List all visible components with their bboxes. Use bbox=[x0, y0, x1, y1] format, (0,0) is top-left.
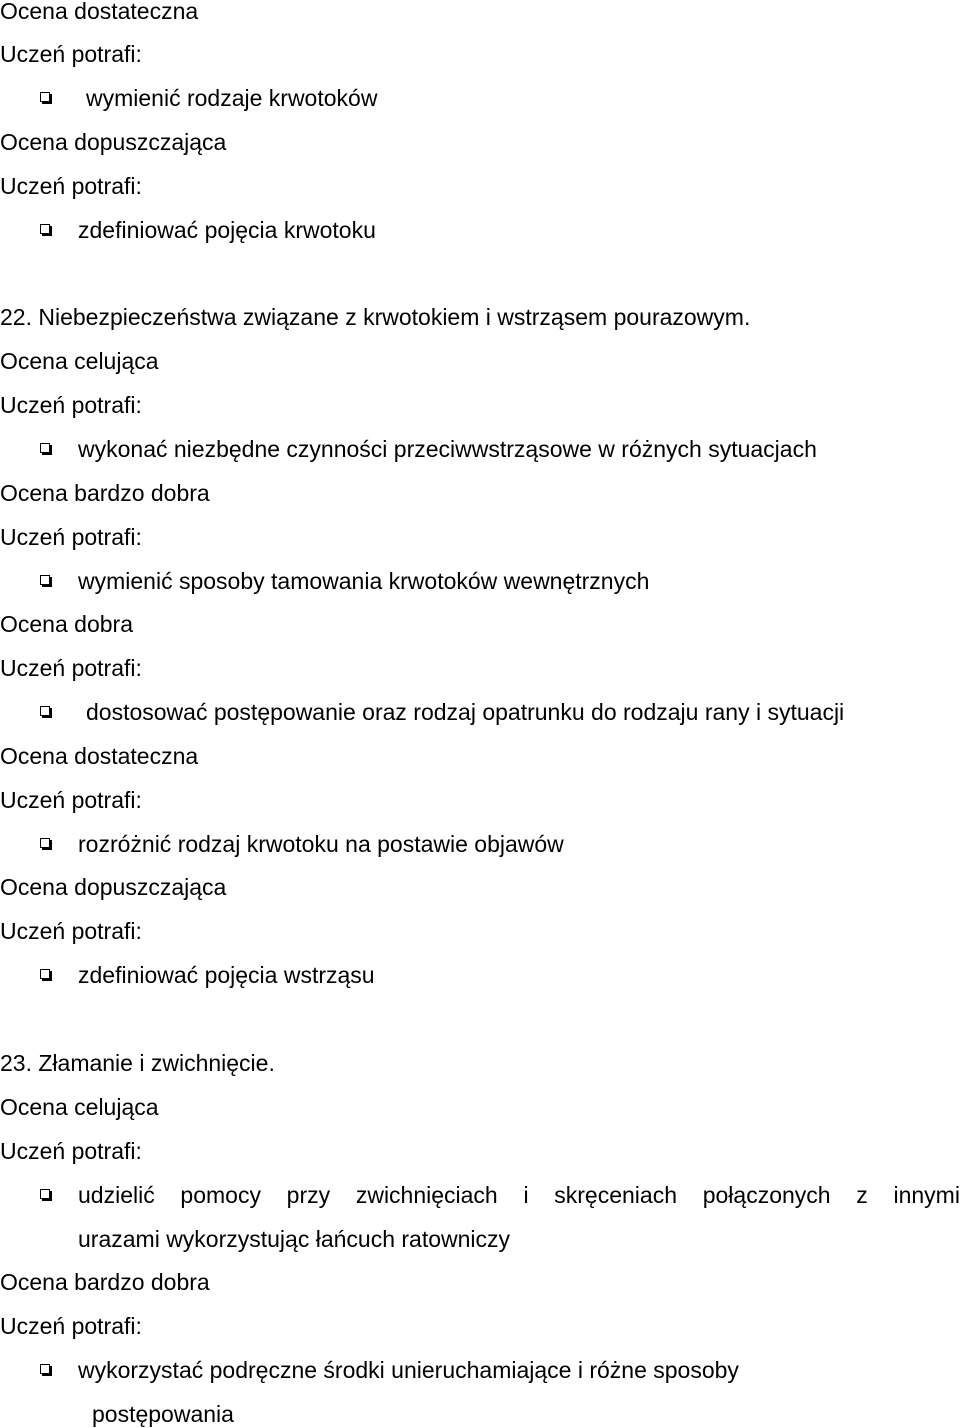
checkbox-bullet-icon bbox=[40, 224, 50, 234]
grade-heading: Ocena bardzo dobra bbox=[0, 1269, 210, 1295]
list-item-text: rozróżnić rodzaj krwotoku na postawie objawów bbox=[78, 831, 564, 857]
grade-heading: Ocena dopuszczająca bbox=[0, 874, 227, 900]
word: zwichnięciach bbox=[355, 1182, 498, 1208]
student-can-label: Uczeń potrafi: bbox=[0, 655, 142, 681]
grade-heading: Ocena bardzo dobra bbox=[0, 480, 210, 506]
checkbox-bullet-icon bbox=[40, 443, 50, 453]
student-can-label: Uczeń potrafi: bbox=[0, 41, 142, 67]
grade-heading: Ocena dostateczna bbox=[0, 0, 199, 24]
student-can-label: Uczeń potrafi: bbox=[0, 1138, 142, 1164]
list-item-text: wykonać niezbędne czynności przeciwwstrząsowe w różnych sytuacjach bbox=[78, 436, 817, 462]
word: skręceniach bbox=[554, 1182, 677, 1208]
student-can-label: Uczeń potrafi: bbox=[0, 173, 142, 199]
word: i bbox=[523, 1182, 529, 1208]
word: innymi bbox=[893, 1182, 960, 1208]
student-can-label: Uczeń potrafi: bbox=[0, 524, 142, 550]
list-item-text: zdefiniować pojęcia wstrząsu bbox=[78, 962, 375, 988]
word: z bbox=[856, 1182, 868, 1208]
list-item-text bbox=[78, 1181, 960, 1209]
student-can-label: Uczeń potrafi: bbox=[0, 1313, 142, 1339]
list-item-text: wymienić sposoby tamowania krwotoków wewnętrznych bbox=[78, 568, 650, 594]
section-heading: 22. Niebezpieczeństwa związane z krwotokiem i wstrząsem pourazowym. bbox=[0, 304, 751, 330]
grade-heading: Ocena dopuszczająca bbox=[0, 129, 227, 155]
checkbox-bullet-icon bbox=[40, 92, 50, 102]
student-can-label: Uczeń potrafi: bbox=[0, 787, 142, 813]
grade-heading: Ocena dobra bbox=[0, 611, 133, 637]
word: przy bbox=[286, 1182, 331, 1208]
student-can-label: Uczeń potrafi: bbox=[0, 392, 142, 418]
grade-heading: Ocena celująca bbox=[0, 348, 159, 374]
list-item-text: wymienić rodzaje krwotoków bbox=[86, 85, 378, 111]
student-can-label: Uczeń potrafi: bbox=[0, 918, 142, 944]
checkbox-bullet-icon bbox=[40, 706, 50, 716]
list-item-text: zdefiniować pojęcia krwotoku bbox=[78, 217, 376, 243]
word: pomocy bbox=[180, 1182, 261, 1208]
checkbox-bullet-icon bbox=[40, 575, 50, 585]
grade-heading: Ocena dostateczna bbox=[0, 743, 199, 769]
checkbox-bullet-icon bbox=[40, 1189, 50, 1199]
grade-heading: Ocena celująca bbox=[0, 1094, 159, 1120]
checkbox-bullet-icon bbox=[40, 969, 50, 979]
checkbox-bullet-icon bbox=[40, 838, 50, 848]
list-item-text: dostosować postępowanie oraz rodzaj opatrunku do rodzaju rany i sytuacji bbox=[86, 699, 845, 725]
list-item-text-continued: urazami wykorzystując łańcuch ratowniczy bbox=[78, 1226, 511, 1252]
list-item-text: wykorzystać podręczne środki unieruchamiające i różne sposoby bbox=[78, 1357, 739, 1383]
list-item-text-continued: postępowania bbox=[92, 1401, 234, 1427]
word: połączonych bbox=[702, 1182, 831, 1208]
section-heading: 23. Złamanie i zwichnięcie. bbox=[0, 1050, 275, 1076]
checkbox-bullet-icon bbox=[40, 1364, 50, 1374]
word: udzielić bbox=[78, 1182, 155, 1208]
